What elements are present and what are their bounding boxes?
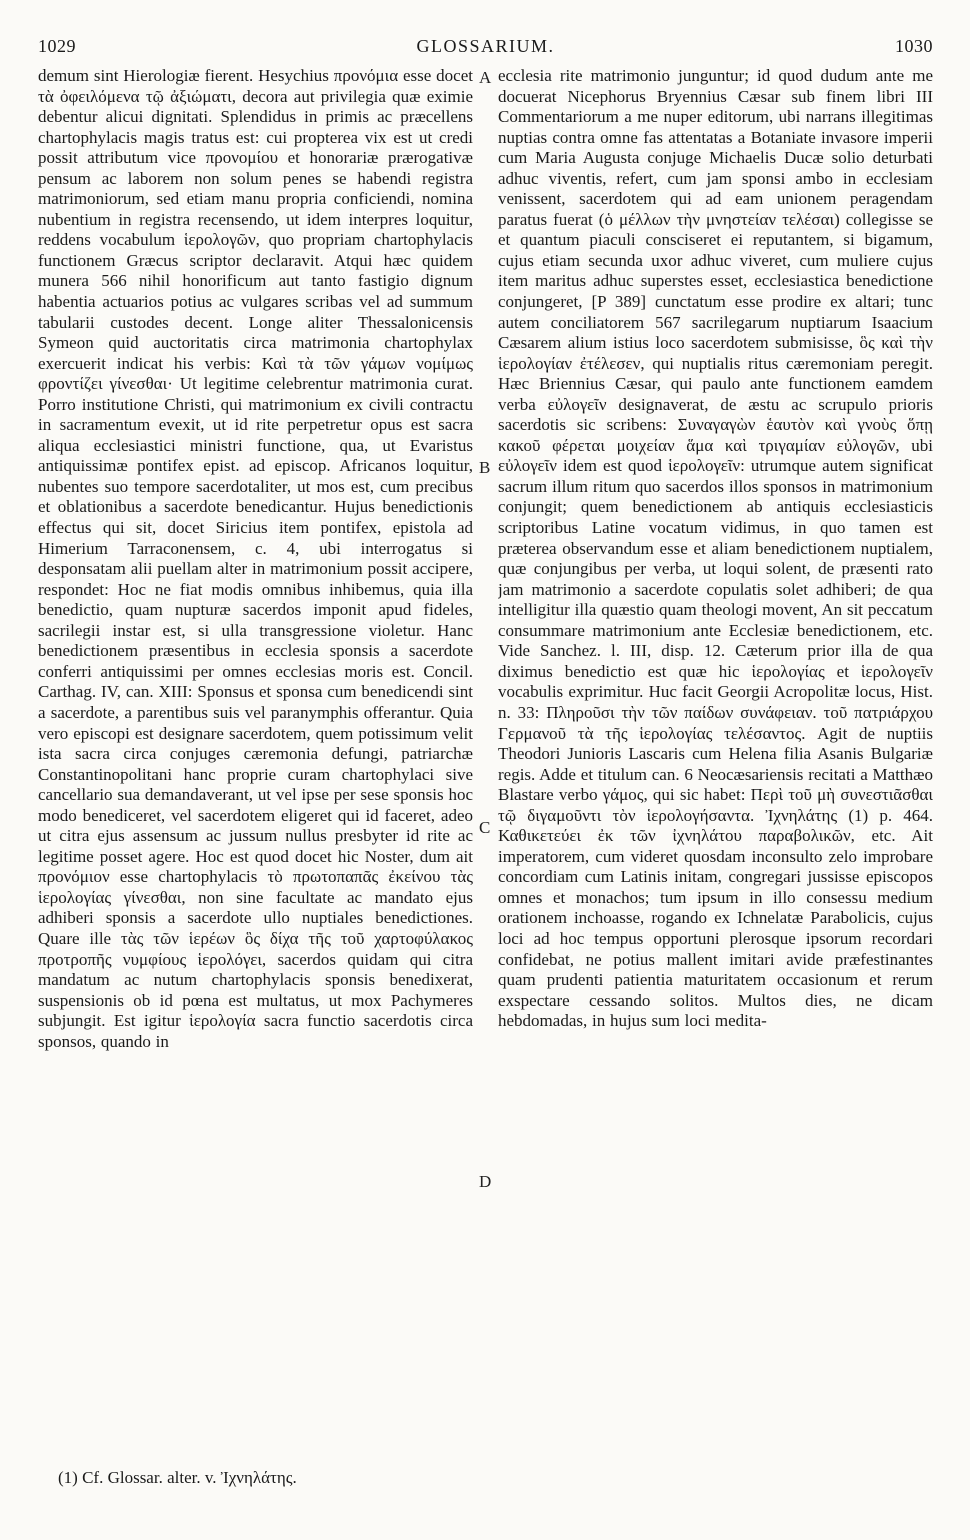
running-header [38, 30, 933, 64]
section-marker-a: A [479, 68, 492, 87]
right-column [498, 66, 933, 1381]
left-column [38, 66, 473, 1381]
footnote: (1) Cf. Glossar. alter. v. Ἰχνηλάτης. [58, 1468, 297, 1487]
page-title: GLOSSARIUM. [416, 36, 555, 56]
right-column-text: ecclesia rite matrimonio junguntur; id quod dudum ante me docuerat Nicephorus Bryennius Cæsar sub finem libri III Commentariorum a me nuper editorum, ubi narrans illegitimas nuptias contra omne fas attentatas a Botaniate invasore imperii cum Maria Augusta conjuge Michaelis Ducæ solio deturbati adhuc viventis, refert, cum jam sponsi ambo in ecclesiam venissent, sacerdotem qui ad eam unionem peragendam paratus fuerat (ὁ μέλλων τὴν μνηστείαν τελέσαι) collegisse se et quantum piaculi consciseret ei reputantem, si bigamum, cujus etiam secunda uxor adhuc viveret, cum muliere cujus item maritus adhuc superstes esset, ecclesiastica benedictione conjungeret, [P 389] cunctatum esse prodire ex altari; tunc autem conciliatorem 567 sacrilegarum nuptiarum Isaacium Cæsarem alium istius loco sacerdotem submisisse, ὃς καὶ τὴν ἱερολογίαν ἐτέλεσεν, qui nuptialis ritus cæremoniam peregit. Hæc Briennius Cæsar, qui paulo ante functionem eamdem verba εὐλογεῖν designaverat, de æstu ac scrupulo prioris sacerdotis sic scribens: Συναγαγὼν ἑαυτὸν καὶ γνοὺς ὅπῃ κακοῦ φέρεται μοιχείαν ἅμα καὶ τριγαμίαν εὐλογῶν, ubi εὐλογεῖν idem est quod ἱερολογεῖν: utrumque autem significat sacrum illum ritum quo sacerdos illos sponsos in matrimonium conjungit; quem benedictionem ab antiquis ecclesiasticis scriptoribus Latine vocatum vidimus, in quo tamen est præterea observandum esse et aliam benedictionem nuptialem, quæ conjungibus per verba, ut loqui solent, de præsenti rato jam matrimonio a sacerdote copulatis solet adhiberi; de qua intelligitur illa quæstio quam theologi movent, An sit peccatum consummare matrimonium ante Ecclesiæ benedictionem, etc. Vide Sanchez. l. III, disp. 12. Cæterum prior illa de qua diximus benedictio est quæ hic ἱερολογίας et ἱερολογεῖν vocabulis exprimitur. Huc facit Georgii Acropolitæ locus, Hist. n. 33: Πληροῦσι τὴν τῶν παίδων συνάφειαν. τοῦ πατριάρχου Γερμανοῦ τὰ τῆς ἱερολογίας τελέσαντος. Agit de nuptiis Theodori Junioris Lascaris cum Helena filia Asanis Bulgariæ regis. Adde et titulum can. 6 Neocæsariensis recitati a Matthæo Blastare verbo γάμος, qui sic habet: Περὶ τοῦ μὴ συνεστιᾶσθαι τῷ διγαμοῦντι τὸν ἱερολογήσαντα. Ἰχνηλάτης (1) p. 464. Καθικετεύει ἐκ τῶν ἰχνηλάτου παραβολικῶν, etc. Ait imperatorem, cum videret quosdam inconsulto zelo improbare concordiam cum Latinis initam, congregari jussisse episcopos omnes et monachos; tum ipsum in illo consessu medium orationem inchoasse, rogando ex Ichnelatæ Parabolicis, cujus loci ad hoc tempus opportuni plerosque ipsorum recordari confidebat, ne potius mallent imitari avide præfestinantes quam prudenti patientia maturitatem occasionum et rerum exspectare cessando solitos. Multos dies, ne dicam hebdomadas, in hujus sum loci medita- [498, 66, 933, 1031]
left-page-number: 1029 [38, 36, 76, 56]
book-page [38, 30, 933, 1510]
section-marker-c: C [479, 818, 491, 837]
section-marker-b: B [479, 458, 491, 477]
left-column-text: demum sint Hierologiæ fierent. Hesychius προνόμια esse docet τὰ ὀφειλόμενα τῷ ἀξιώματι, decora aut privilegia quæ eximie debentur alicui dignitati. Splendidus in primis ac præcellens chartophylacis magis tratus est: cui propterea vix est ut credi possit attributum vice προνομίου et honorariæ prærogativæ pensum ac laborem non solum penes se habendi registra matrimoniorum, sed etiam manu propria conficiendi, nomina nubentium in registra recensendo, ut idem interpres loquitur, reddens vocabulum ἱερολογῶν, quo propriam chartophylacis functionem Græcus scriptor declaravit. Atqui hæc quidem munera 566 nihil honorificum aut tanto fastigio dignum habentia actuarios potius ac vulgares scribas vel ad summum tabularii custodes decent. Longe aliter Thessalonicensis Symeon quid auctoritatis circa matrimonia chartophylax exercuerit indicat his verbis: Καὶ τὰ τῶν γάμων νομίμως φροντίζει γίνεσθαι· Ut legitime celebrentur matrimonia curat. Porro institutione Christi, qui matrimonium ex civili contractu in sacramentum evexit, ut id rite perpetretur opus est sacra aliqua ecclesiastici ministri functione, qua, ut Evaristus antiquissimæ pontifex epist. ad episcop. Africanos loquitur, nubentes suo tempore sacerdotaliter, ut mos est, cum precibus et oblationibus a sacerdote benedicantur. Hujus benedictionis effectus qui sit, docet Siricius item pontifex, epistola ad Himerium Tarraconensem, c. 4, ubi interrogatus si desponsatam alii puellam alter in matrimonium possit accipere, respondet: Hoc ne fiat modis omnibus inhibemus, quia illa benedictio, quam nupturæ sacerdos imponit apud fideles, sacrilegii instar est, si ulla transgressione violetur. Hanc benedictionem præsentibus in ecclesia sponsis a sacerdote conferri antiquissimi per omnes ecclesias moris est. Concil. Carthag. IV, can. XIII: Sponsus et sponsa cum benedicendi sint a sacerdote, a parentibus suis vel paranymphis offerantur. Quia vero episcopi est designare sacerdotem, quem potissimum velit ista sacra circa conjuges cæremonia defungi, patriarchæ Constantinopolitani hanc proprie curam chartophylaci sive cancellario sua demandaverant, ut vel ipse per sese sponsis hoc modo benediceret, vel sacerdotem eligeret qui id faceret, adeo ut citra ejus assensum ac jussum nullus presbyter id rite ac legitime posset agere. Hoc est quod docet hic Noster, dum ait προνόμιον esse chartophylacis τὸ πρωτοπαπᾶς ἐκείνου τὰς ἱερολογίας γίνεσθαι, non sine facultate ac mandato ejus adhiberi sponsis a sacerdote ullo nuptiales benedictiones. Quare ille τὰς τῶν ἱερέων ὃς δίχα τῆς τοῦ χαρτοφύλακος προτροπῆς νυμφίους ἱερολόγει, sacerdos quidam qui citra mandatum ac nutum chartophylacis sponsis benedixerat, suspensionis ob id pœna est multatus, ut mox Pachymeres subjungit. Est igitur ἱερολογία sacra functio sacerdotis circa sponsos, quando in [38, 66, 473, 1051]
section-marker-d: D [479, 1172, 492, 1191]
right-page-number: 1030 [895, 36, 933, 56]
